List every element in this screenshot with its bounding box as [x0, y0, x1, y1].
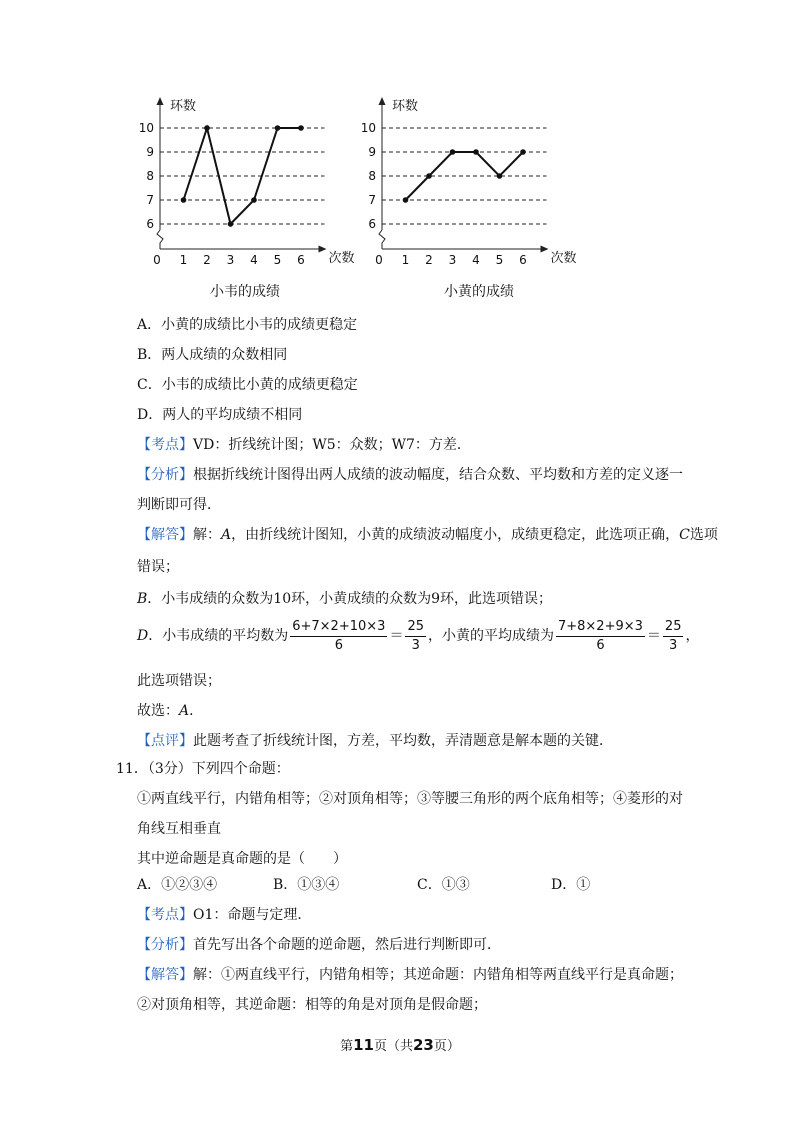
q10-d-analysis — [137, 616, 699, 656]
q10-option-d: D．两人的平均成绩不相同 — [137, 407, 303, 423]
q10-fenxi — [137, 464, 683, 486]
x-axis-arrow — [319, 246, 327, 253]
q11-option-a: A．①②③④ — [137, 877, 218, 893]
fraction-denominator: 6 — [596, 637, 605, 653]
fenxi-text: 根据折线统计图得出两人成绩的波动幅度，结合众数、平均数和方差的定义逐一 — [193, 467, 683, 483]
q10-kaodian — [137, 434, 471, 456]
option-letter: C — [679, 527, 690, 543]
q10-dianping — [137, 730, 613, 752]
q11-kaodian — [137, 904, 311, 926]
fraction-denominator: 3 — [411, 637, 420, 653]
y-axis-arrow — [379, 97, 386, 105]
chart-xiaowei-svg — [138, 95, 355, 275]
data-point — [426, 173, 432, 179]
y-tick-label: 8 — [146, 169, 154, 183]
q10-fenxi-cont: 判断即可得． — [137, 497, 221, 513]
q10-option-a: A．小黄的成绩比小韦的成绩更稳定 — [137, 317, 358, 333]
q11-props: ①两直线平行，内错角相等；②对顶角相等；③等腰三角形的两个底角相等；④菱形的对 — [137, 791, 683, 807]
fenxi-tag: 【分析】 — [137, 937, 193, 953]
footer-text: 第 — [340, 1039, 354, 1054]
chart-xiaohuang — [360, 95, 577, 300]
data-point — [450, 149, 456, 155]
data-point — [275, 125, 281, 131]
axis-break — [157, 230, 163, 249]
fenxi-text: 首先写出各个命题的逆命题，然后进行判断即可． — [193, 937, 501, 953]
y-axis-arrow — [157, 97, 164, 105]
x-axis-label: 次数 — [328, 251, 355, 266]
q11-options — [137, 874, 590, 896]
jieda-text: ，由折线统计图知，小黄的成绩波动幅度小，成绩更稳定，此选项正确， — [231, 527, 680, 543]
data-point — [497, 173, 503, 179]
q11-option-d: D．① — [551, 877, 591, 893]
kaodian-tag: 【考点】 — [137, 907, 193, 923]
y-tick-label: 9 — [146, 145, 154, 159]
y-tick-label: 9 — [368, 145, 376, 159]
dianping-tag: 【点评】 — [137, 733, 193, 749]
x-axis-arrow — [541, 246, 549, 253]
y-tick-label: 6 — [146, 217, 154, 231]
jieda-tag: 【解答】 — [137, 967, 193, 983]
fraction — [663, 618, 684, 655]
analysis-text: ，小黄的平均成绩为 — [427, 628, 554, 644]
y-tick-label: 10 — [360, 121, 376, 135]
y-tick-label: 7 — [146, 193, 154, 207]
kaodian-text: O1：命题与定理． — [193, 907, 312, 923]
x-tick-label: 6 — [297, 253, 305, 267]
x-tick-label: 5 — [273, 253, 282, 267]
footer-text: 页） — [433, 1039, 460, 1054]
fraction-numerator: 25 — [405, 618, 426, 637]
option-letter: D — [137, 628, 149, 644]
answer-text: ． — [189, 703, 204, 719]
q10-guxuan — [137, 700, 203, 722]
x-tick-label: 2 — [425, 253, 433, 267]
data-point — [228, 221, 234, 227]
x-tick-label: 5 — [495, 253, 504, 267]
data-point — [204, 125, 210, 131]
fenxi-tag: 【分析】 — [137, 467, 193, 483]
x-axis-label: 次数 — [550, 251, 577, 266]
jieda-text: 解：①两直线平行，内错角相等；其逆命题：内错角相等两直线平行是真命题； — [193, 967, 683, 983]
x-tick-label: 2 — [203, 253, 211, 267]
q11-option-b: B．①③④ — [273, 877, 340, 893]
q11-jieda — [137, 964, 683, 986]
fraction-denominator: 6 — [334, 637, 343, 653]
series-line — [184, 128, 302, 224]
y-tick-label: 6 — [368, 217, 376, 231]
q11-option-c: C．①③ — [417, 877, 470, 893]
y-tick-label: 8 — [368, 169, 376, 183]
answer-letter: A — [179, 703, 190, 719]
chart-xiaohuang-svg — [360, 95, 577, 275]
y-axis-label: 环数 — [392, 99, 419, 114]
y-axis-label: 环数 — [170, 99, 197, 114]
data-point — [298, 125, 304, 131]
data-point — [403, 197, 409, 203]
equals-sign: ＝ — [389, 628, 404, 644]
data-point — [520, 149, 526, 155]
page-footer — [0, 1035, 800, 1054]
series-line — [406, 152, 524, 200]
data-point — [181, 197, 187, 203]
jieda-text: 解： — [193, 527, 221, 543]
q11-stem: 11．（3分）下列四个命题： — [116, 761, 290, 777]
option-letter: A — [221, 527, 232, 543]
q11-props-cont: 角线互相垂直 — [137, 821, 221, 837]
q11-jieda-cont: ②对顶角相等，其逆命题：相等的角是对顶角是假命题； — [137, 997, 487, 1013]
x-tick-label: 1 — [401, 253, 410, 267]
q10-cuowu: 此选项错误； — [137, 673, 221, 689]
fraction-numerator: 25 — [663, 618, 684, 637]
axis-break — [379, 230, 385, 249]
q10-option-c: C．小韦的成绩比小黄的成绩更稳定 — [137, 377, 358, 393]
q10-option-b: B．两人成绩的众数相同 — [137, 347, 288, 363]
x-tick-label: 3 — [226, 253, 235, 267]
fraction — [556, 618, 645, 655]
chart-title: 小黄的成绩 — [444, 284, 514, 300]
footer-text: 页（共 — [373, 1039, 413, 1054]
y-tick-label: 7 — [368, 193, 376, 207]
equals-sign: ＝ — [646, 628, 661, 644]
x-tick-label: 4 — [250, 253, 258, 267]
chart-xiaowei — [138, 95, 355, 300]
x-tick-label: 1 — [179, 253, 188, 267]
page-total: 23 — [413, 1036, 434, 1054]
dianping-text: 此题考查了折线统计图，方差，平均数，弄清题意是解本题的关键． — [193, 733, 613, 749]
q10-b-analysis — [137, 588, 552, 610]
jieda-tag: 【解答】 — [137, 527, 193, 543]
jieda-text: 选项 — [689, 527, 718, 543]
data-point — [473, 149, 479, 155]
fraction — [290, 618, 387, 655]
q10-jieda-cont: 错误； — [137, 559, 179, 575]
fraction-numerator: 6+7×2+10×3 — [290, 618, 387, 637]
kaodian-text: VD：折线统计图；W5：众数；W7：方差． — [193, 437, 471, 453]
analysis-text: ．小韦成绩的众数为10环，小黄成绩的众数为9环，此选项错误； — [147, 591, 553, 607]
x-tick-label: 3 — [448, 253, 457, 267]
chart-title: 小韦的成绩 — [210, 284, 280, 300]
x-tick-label: 0 — [375, 253, 383, 267]
analysis-text: ．小韦成绩的平均数为 — [148, 628, 289, 644]
fraction-denominator: 3 — [669, 637, 678, 653]
y-tick-label: 10 — [138, 121, 154, 135]
q11-ask: 其中逆命题是真命题的是（ ） — [137, 851, 347, 867]
fraction — [405, 618, 426, 655]
x-tick-label: 4 — [472, 253, 480, 267]
x-tick-label: 0 — [153, 253, 161, 267]
analysis-text: ， — [685, 628, 700, 644]
page-number: 11 — [353, 1036, 374, 1054]
x-tick-label: 6 — [519, 253, 527, 267]
answer-text: 故选： — [137, 703, 179, 719]
q11-fenxi — [137, 934, 501, 956]
kaodian-tag: 【考点】 — [137, 437, 193, 453]
option-letter: B — [137, 591, 148, 607]
data-point — [251, 197, 257, 203]
q10-jieda — [137, 524, 718, 546]
fraction-numerator: 7+8×2+9×3 — [556, 618, 645, 637]
